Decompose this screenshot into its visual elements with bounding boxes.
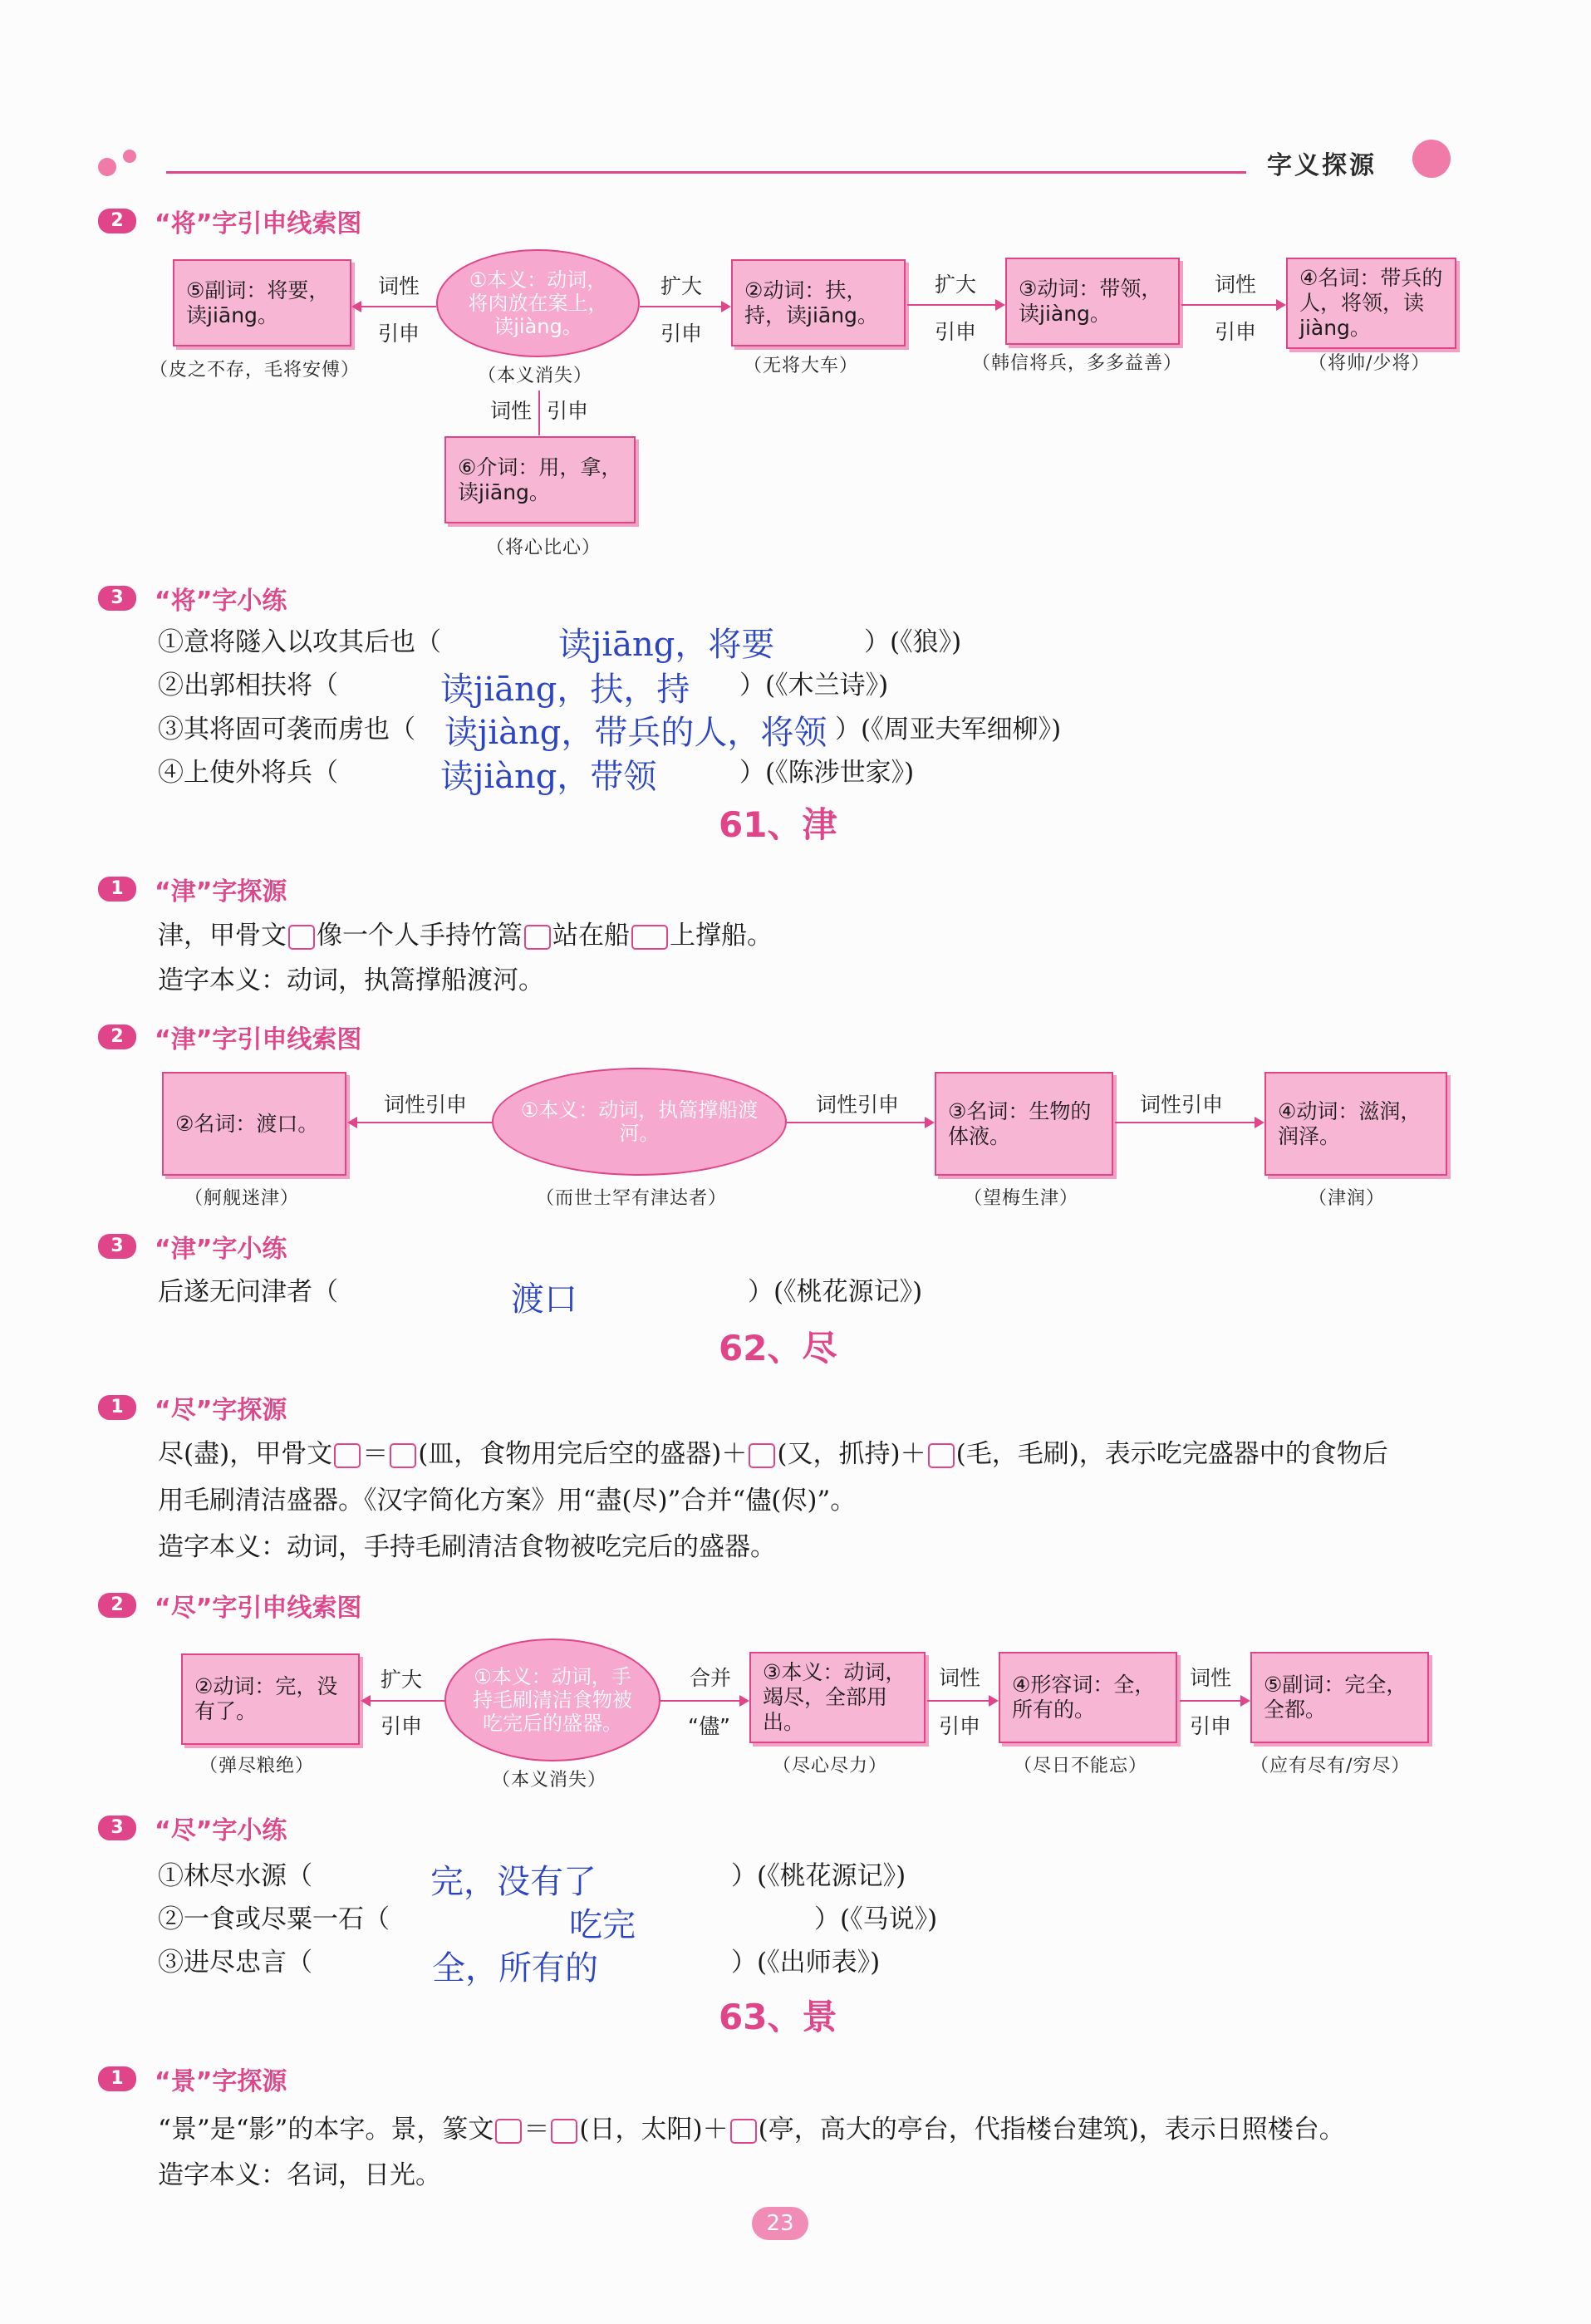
source: ）(《狼》) <box>864 627 962 657</box>
vessel-glyph-icon <box>390 1443 416 1468</box>
arrow <box>353 306 436 307</box>
section-number: 1 <box>98 1395 136 1420</box>
node-example: （舸舰迷津） <box>184 1188 300 1209</box>
page-number: 23 <box>752 2207 808 2240</box>
oracle-glyph-icon <box>288 925 315 950</box>
arrow <box>1180 1700 1249 1702</box>
section-heading <box>98 1587 361 1624</box>
source: ）(《桃花源记》) <box>748 1277 923 1307</box>
brush-glyph-icon <box>928 1443 955 1468</box>
node-example: （津润） <box>1309 1188 1386 1209</box>
arrow <box>660 1700 748 1702</box>
boat-glyph-icon <box>631 925 668 950</box>
section-heading <box>98 1019 361 1055</box>
origin-text: “景”是“影”的本字。景，篆文 ＝ (日，太阳)＋ (亭，高大的亭台，代指楼台建筑)，表示日照楼台。 <box>158 2115 1345 2145</box>
arrow-label: 引申 <box>660 322 703 346</box>
section-title: “尽”字探源 <box>155 1396 287 1425</box>
node-example: （而世士罕有津达者） <box>536 1188 728 1209</box>
arrow-label: 词性引申 <box>816 1093 900 1117</box>
node-2: ②动词：扶，持，读jiāng。 <box>731 259 906 346</box>
answer: 完，没有了 <box>430 1863 597 1901</box>
origin-text: 造字本义：动词，执篙撑船渡河。 <box>158 965 544 995</box>
source: ）(《桃花源记》) <box>731 1861 906 1891</box>
section-number: 3 <box>98 1234 136 1259</box>
arrow-label: 引申 <box>381 1714 423 1738</box>
node-2: ②名词：渡口。 <box>162 1072 346 1176</box>
node-4: ④名词：带兵的人，将领，读jiàng。 <box>1286 258 1456 349</box>
source: ）(《出师表》) <box>731 1948 881 1978</box>
section-number: 1 <box>98 877 136 902</box>
practice-item: ①意将隧入以攻其后也（ <box>158 627 441 657</box>
source: ）(《周亚夫军细柳》) <box>835 715 1062 744</box>
arrow-label: 词性 <box>1215 273 1257 297</box>
arrow-label: 合并 <box>690 1666 732 1690</box>
section-title: “将”字引申线索图 <box>155 209 362 238</box>
node-1-ellipse: ①本义：动词，执篙撑船渡河。 <box>492 1068 787 1176</box>
answer: 读jiàng，带兵的人，将领 <box>444 714 827 752</box>
seal-script-glyph-icon <box>495 2119 522 2144</box>
character-title: 63、景 <box>719 1997 837 2037</box>
section-heading <box>98 580 287 617</box>
node-example: （尽日不能忘） <box>1014 1756 1148 1776</box>
node-example: （将心比心） <box>486 538 602 558</box>
answer: 全，所有的 <box>432 1949 598 1987</box>
section-heading <box>98 203 361 239</box>
section-number: 3 <box>98 586 136 611</box>
section-heading <box>98 1389 287 1426</box>
node-2: ②动词：完，没有了。 <box>181 1653 360 1745</box>
node-1-ellipse: ①本义：动词，手持毛刷清洁食物被吃完后的盛器。 <box>444 1639 660 1761</box>
section-heading <box>98 2061 287 2097</box>
arrow-down <box>538 391 540 435</box>
origin-text: 造字本义：动词，手持毛刷清洁食物被吃完后的盛器。 <box>158 1532 776 1562</box>
practice-item: 后遂无问津者（ <box>158 1277 338 1307</box>
header-divider <box>166 171 1246 174</box>
arrow <box>1115 1122 1263 1123</box>
bamboo-pole-glyph-icon <box>524 925 551 950</box>
node-example: （韩信将兵，多多益善） <box>972 353 1183 374</box>
answer: 吃完 <box>569 1906 636 1944</box>
node-example: （弹尽粮绝） <box>199 1756 315 1776</box>
origin-text: 用毛刷清洁盛器。《汉字简化方案》用“盡(尽)”合并“儘(侭)”。 <box>158 1486 857 1516</box>
arrow-label: 词性引申 <box>1140 1093 1224 1117</box>
origin-text: 造字本义：名词，日光。 <box>158 2160 441 2190</box>
arrow-label: 引申 <box>1215 320 1257 344</box>
arrow-label: 扩大 <box>935 273 977 297</box>
answer: 读jiàng，带领 <box>440 758 657 796</box>
node-5: ⑤副词：将要，读jiāng。 <box>173 259 351 346</box>
oracle-glyph-icon <box>334 1443 361 1468</box>
section-number: 2 <box>98 1593 136 1618</box>
arrow <box>640 306 729 307</box>
arrow <box>349 1122 492 1123</box>
arrow <box>787 1122 933 1123</box>
arrow-label: 词性 <box>378 274 420 298</box>
section-title: “尽”字小练 <box>155 1816 287 1845</box>
practice-item: ③进尽忠言（ <box>158 1948 312 1978</box>
section-title: “将”字小练 <box>155 587 287 616</box>
practice-item: ④上使外将兵（ <box>158 758 338 788</box>
arrow-label: 引申 <box>939 1714 981 1738</box>
node-example: （应有尽有/穷尽） <box>1250 1756 1411 1776</box>
flower-icon <box>98 158 116 176</box>
node-3: ③名词：生物的体液。 <box>935 1072 1113 1176</box>
source: ）(《马说》) <box>814 1904 938 1934</box>
section-title: “津”字探源 <box>155 877 287 907</box>
flower-icon <box>123 150 136 163</box>
practice-item: ②一食或尽粟一石（ <box>158 1904 390 1934</box>
origin-text: 尽(盡)，甲骨文 ＝ (皿，食物用完后空的盛器)＋ (又，抓持)＋ (毛，毛刷)，表示吃完盛器中的食物后 <box>158 1439 1388 1469</box>
header-title: 字义探源 <box>1267 151 1377 180</box>
node-4: ④形容词：全，所有的。 <box>999 1652 1177 1743</box>
node-5: ⑤副词：完全，全都。 <box>1250 1652 1429 1743</box>
answer: 读jiāng，将要 <box>558 626 775 664</box>
sun-glyph-icon <box>551 2119 577 2144</box>
arrow-label: 扩大 <box>660 274 703 298</box>
flower-icon <box>1412 140 1451 178</box>
section-number: 2 <box>98 1024 136 1049</box>
arrow-label: “儘” <box>688 1714 730 1738</box>
source: ）(《木兰诗》) <box>739 671 889 700</box>
node-example: （皮之不存，毛将安傅） <box>150 360 361 381</box>
arrow-label: 词性引申 <box>384 1093 468 1117</box>
section-number: 1 <box>98 2066 136 2091</box>
arrow-label: 扩大 <box>381 1668 423 1692</box>
practice-item: ③其将固可袭而虏也（ <box>158 715 415 744</box>
node-example: （望梅生津） <box>964 1188 1079 1209</box>
node-1-ellipse: ①本义：动词，将肉放在案上，读jiàng。 <box>436 249 640 357</box>
arrow <box>362 1700 445 1702</box>
answer: 读jiāng，扶，持 <box>440 671 690 709</box>
section-number: 3 <box>98 1815 136 1840</box>
node-example: （本义消失） <box>492 1770 607 1791</box>
arrow-label: 引申 <box>547 399 589 423</box>
hand-glyph-icon <box>749 1443 775 1468</box>
section-number: 2 <box>98 209 136 233</box>
arrow-label: 词性 <box>490 399 533 423</box>
arrow-label: 词性 <box>939 1666 981 1690</box>
character-title: 61、津 <box>719 804 837 845</box>
node-example: （本义消失） <box>478 366 593 386</box>
practice-item: ①林尽水源（ <box>158 1861 312 1891</box>
section-heading <box>98 1228 287 1265</box>
section-title: “津”字引申线索图 <box>155 1025 362 1054</box>
arrow-label: 引申 <box>935 320 977 344</box>
section-title: “尽”字引申线索图 <box>155 1594 362 1623</box>
character-title: 62、尽 <box>719 1328 837 1368</box>
arrow-label: 引申 <box>1190 1714 1232 1738</box>
node-example: （将帅/少将） <box>1309 353 1431 374</box>
node-4: ④动词：滋润，润泽。 <box>1264 1072 1447 1176</box>
node-3: ③动词：带领，读jiàng。 <box>1005 258 1180 345</box>
origin-text: 津，甲骨文 像一个人手持竹篙 站在船 上撑船。 <box>158 921 773 951</box>
practice-item: ②出郭相扶将（ <box>158 671 338 700</box>
node-3: ③本义：动词，竭尽，全部用出。 <box>749 1652 926 1743</box>
arrow <box>927 1700 997 1702</box>
source: ）(《陈涉世家》) <box>739 758 915 788</box>
section-title: “景”字探源 <box>155 2067 287 2096</box>
section-heading <box>98 871 287 907</box>
section-heading <box>98 1810 287 1846</box>
answer: 渡口 <box>511 1280 577 1319</box>
arrow-label: 引申 <box>378 322 420 346</box>
pavilion-glyph-icon <box>730 2119 757 2144</box>
arrow-label: 词性 <box>1190 1666 1232 1690</box>
node-6: ⑥介词：用，拿，读jiāng。 <box>444 436 636 523</box>
arrow <box>907 304 1004 306</box>
node-example: （尽心尽力） <box>773 1756 888 1776</box>
node-example: （无将大车） <box>744 356 859 376</box>
arrow <box>1181 304 1284 306</box>
section-title: “津”字小练 <box>155 1235 287 1264</box>
